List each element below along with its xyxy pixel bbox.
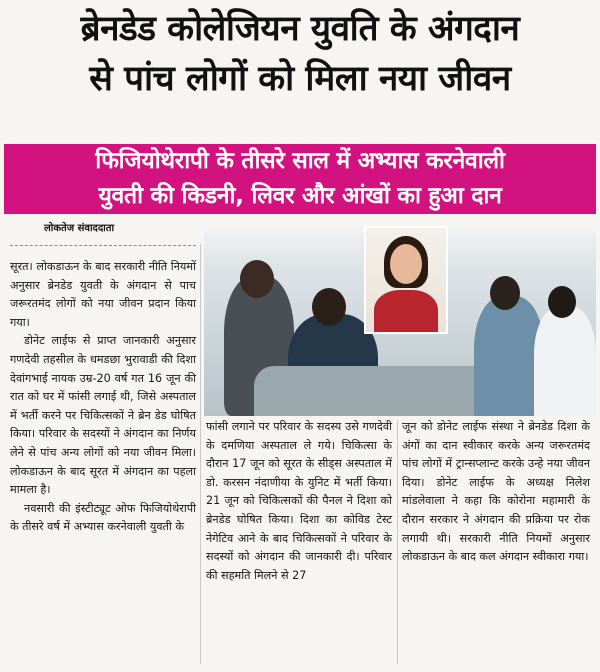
article-column-1 xyxy=(10,258,196,537)
column-rule-1 xyxy=(200,244,201,664)
col1-paragraph-1: सूरत। लोकडाऊन के बाद सरकारी नीति नियमों अनुसार ब्रेनडेड युवती के अंगदान से पाच जरूरतमंद लोगों को नया जीवन प्रदान किया गया। xyxy=(10,260,196,329)
photo-figure-far-right xyxy=(534,306,596,416)
column-rule-2 xyxy=(397,420,398,664)
headline-line-2: से पांच लोगों को मिला नया जीवन xyxy=(89,59,511,99)
article-column-3 xyxy=(402,418,590,567)
col1-paragraph-3: नवसारी की इंस्टीट्यूट ओफ फिजियोथेरापी के तीसरे वर्ष में अभ्यास करनेवाली युवती के xyxy=(10,501,196,534)
subheadline xyxy=(4,144,596,214)
subhead-line-2: युवती की किडनी, लिवर और आंखों का हुआ दान xyxy=(98,183,502,209)
portrait-body xyxy=(374,290,438,334)
article-column-2 xyxy=(206,418,392,585)
photo-head-left xyxy=(240,260,274,298)
portrait-inset xyxy=(364,226,448,334)
photo-head-center xyxy=(312,288,346,326)
byline-divider xyxy=(10,245,196,246)
headline xyxy=(0,4,600,104)
byline: लोकतेज संवाददाता xyxy=(44,223,115,234)
col2-paragraph-1: फांसी लगाने पर परिवार के सदस्य उसे गणदेवी के दमणिया अस्पताल ले गये। चिकित्सा के दौरान 17 जून को सूरत के सीड्स अस्पताल में डो. करसन नंदाणीया के युनिट में भर्ती किया। 21 जून को चिकित्सकों की पैनल ने दिशा को ब्रेनडेड घोषित किया। दिशा का कोविड टेस्ट नेगेटिव आने के बाद चिकित्सकों ने परिवार के सदस्यों को अंगदान की जानकारी दी। परिवार की सहमति मिलने से 27 xyxy=(206,420,392,582)
headline-line-1: ब्रेनडेड कोलेजियन युवति के अंगदान xyxy=(80,9,520,49)
subhead-line-1: फिजियोथेरापी के तीसरे साल में अभ्यास करनेवाली xyxy=(95,148,505,174)
col3-paragraph-1: जून को डोनेट लाईफ संस्था ने ब्रेनडेड दिशा के अंगों का दान स्वीकार करके अन्य जरूरतमंद पांच लोगों में ट्रान्सप्लान्ट करके उन्हे नया जीवन दिया। डोनेट लाईफ के अध्यक्ष निलेश मांडलेवाला ने कहा कि कोरोना महामारी के दौरान सरकार ने अंगदान की प्रक्रिया पर रोक लगायी थी। सरकारी नीति नियमों अनुसार लोकडाऊन के बाद कल अंगदान स्वीकारा गया। xyxy=(402,420,590,564)
portrait-face xyxy=(390,244,422,284)
photo-head-far-right xyxy=(548,286,576,318)
col1-paragraph-2: डोनेट लाईफ से प्राप्त जानकारी अनुसार गणदेवी तहसील के धमडछा भुरावाडी की दिशा देवांगभाई नायक उम्र-20 वर्ष गत 16 जून की रात को घर में फांसी लगाई थी, जिसे अस्पताल में भर्ती करने पर चिकित्सकों ने ब्रेन डेड घोषित किया। परिवार के सदस्यों ने अंगदान का निर्णय लेने से पांच अन्य लोगों को नया जीवन मिला। लोकडाऊन के बाद सूरत में अंगदान का पहला मामला है। xyxy=(10,334,196,497)
photo-bed xyxy=(254,366,504,416)
photo-head-right xyxy=(490,276,520,310)
